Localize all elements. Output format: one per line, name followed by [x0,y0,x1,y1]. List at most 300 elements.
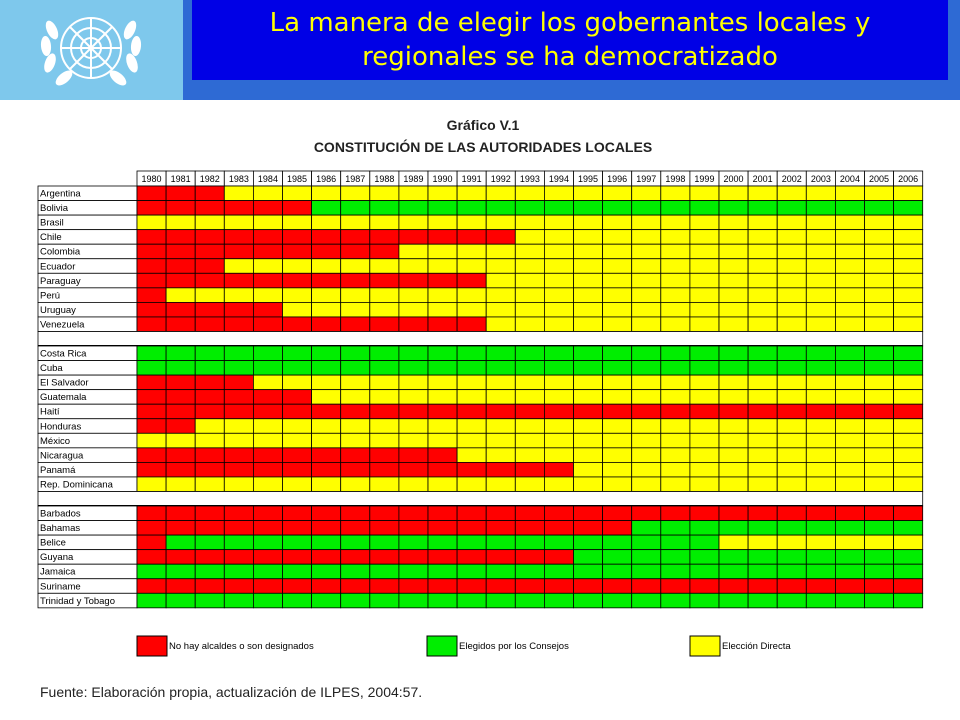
heatmap-cell [661,215,690,230]
row-label: Colombia [40,246,81,258]
heatmap-cell [457,550,486,565]
heatmap-cell [690,462,719,477]
heatmap-cell [515,244,544,259]
heatmap-cell [603,579,632,594]
heatmap-cell [341,288,370,303]
heatmap-cell [457,302,486,317]
row-label: Paraguay [40,275,81,287]
heatmap-cell [370,346,399,361]
heatmap-cell [835,215,864,230]
heatmap-cell [719,477,748,492]
heatmap-cell [777,506,806,521]
heatmap-cell [777,564,806,579]
heatmap-cell [515,419,544,434]
heatmap-cell [341,579,370,594]
heatmap-cell [690,244,719,259]
heatmap-cell [341,564,370,579]
heatmap-cell [486,390,515,405]
heatmap-cell [690,288,719,303]
heatmap-cell [603,230,632,245]
heatmap-cell [341,477,370,492]
heatmap-cell [690,346,719,361]
heatmap-cell [253,593,282,608]
heatmap-cell [894,477,923,492]
heatmap-cell [224,361,253,376]
heatmap-cell [515,404,544,419]
heatmap-cell [894,390,923,405]
heatmap-cell [544,317,573,332]
heatmap-cell [195,535,224,550]
heatmap-cell [457,259,486,274]
heatmap-cell [515,273,544,288]
legend-label: Elección Directa [722,641,791,652]
heatmap-cell [661,579,690,594]
heatmap-cell [777,390,806,405]
heatmap-cell [283,201,312,216]
row-label: Brasil [40,217,64,229]
heatmap-cell [806,375,835,390]
heatmap-cell [544,302,573,317]
heatmap-cell [370,593,399,608]
heatmap-cell [457,186,486,201]
heatmap-cell [574,302,603,317]
heatmap-cell [865,404,894,419]
heatmap-cell [544,419,573,434]
row-label: Jamaica [40,566,76,578]
heatmap-cell [632,346,661,361]
heatmap-cell [574,201,603,216]
heatmap-cell [748,462,777,477]
heatmap-cell [224,273,253,288]
heatmap-cell [428,361,457,376]
heatmap-cell [777,550,806,565]
heatmap-cell [719,259,748,274]
heatmap-cell [457,448,486,463]
heatmap-cell [894,550,923,565]
heatmap-cell [632,361,661,376]
heatmap-cell [690,390,719,405]
heatmap-cell [661,186,690,201]
heatmap-cell [283,404,312,419]
heatmap-cell [166,361,195,376]
heatmap-cell [457,579,486,594]
heatmap-cell [399,477,428,492]
heatmap-cell [341,375,370,390]
heatmap-cell [603,477,632,492]
heatmap-cell [486,564,515,579]
heatmap-cell [312,259,341,274]
row-label: Belice [40,537,66,549]
heatmap-cell [224,564,253,579]
row-label: Chile [40,232,62,244]
heatmap-cell [486,521,515,536]
column-header-1982: 1982 [199,174,220,184]
heatmap-cell [399,535,428,550]
heatmap-cell [806,579,835,594]
heatmap-cell [399,593,428,608]
heatmap-cell [224,506,253,521]
heatmap-cell [253,506,282,521]
heatmap-cell [806,317,835,332]
heatmap-cell [399,273,428,288]
heatmap-cell [748,302,777,317]
heatmap-cell [835,273,864,288]
heatmap-cell [544,535,573,550]
heatmap-cell [312,288,341,303]
heatmap-cell [253,375,282,390]
heatmap-cell [195,215,224,230]
heatmap-cell [137,186,166,201]
heatmap-cell [748,288,777,303]
heatmap-cell [835,419,864,434]
heatmap-cell [486,215,515,230]
heatmap-cell [777,448,806,463]
legend-swatch [137,636,167,656]
heatmap-cell [137,579,166,594]
heatmap-cell [312,506,341,521]
heatmap-cell [341,404,370,419]
heatmap-cell [719,361,748,376]
heatmap-cell [166,419,195,434]
heatmap-cell [894,361,923,376]
heatmap-cell [661,593,690,608]
heatmap-cell [835,186,864,201]
heatmap-cell [748,317,777,332]
row-label: Bahamas [40,523,81,535]
legend-swatch [690,636,720,656]
heatmap-cell [283,521,312,536]
heatmap-cell [690,375,719,390]
heatmap-cell [428,404,457,419]
heatmap-cell [166,186,195,201]
heatmap-cell [603,273,632,288]
heatmap-cell [777,593,806,608]
heatmap-cell [603,375,632,390]
heatmap-cell [574,390,603,405]
heatmap-cell [632,506,661,521]
heatmap-cell [253,361,282,376]
row-label: México [40,435,71,447]
heatmap-cell [661,550,690,565]
heatmap-cell [574,404,603,419]
heatmap-cell [224,346,253,361]
heatmap-cell [865,564,894,579]
heatmap-cell [894,535,923,550]
heatmap-cell [457,477,486,492]
heatmap-cell [457,593,486,608]
heatmap-cell [370,419,399,434]
heatmap-cell [486,419,515,434]
heatmap-cell [486,302,515,317]
heatmap-cell [253,579,282,594]
heatmap-cell [312,477,341,492]
heatmap-cell [806,302,835,317]
heatmap-cell [341,433,370,448]
heatmap-cell [865,506,894,521]
heatmap-cell [224,375,253,390]
heatmap-cell [515,477,544,492]
heatmap-cell [166,302,195,317]
heatmap-cell [486,433,515,448]
heatmap-cell [894,593,923,608]
heatmap-cell [690,564,719,579]
heatmap-cell [166,346,195,361]
heatmap-cell [806,259,835,274]
heatmap-cell [835,361,864,376]
heatmap-cell [661,230,690,245]
heatmap-cell [574,361,603,376]
heatmap-cell [515,302,544,317]
heatmap-cell [632,244,661,259]
row-label: Guatemala [40,392,87,404]
heatmap-cell [166,259,195,274]
heatmap-cell [486,273,515,288]
heatmap-cell [137,419,166,434]
heatmap-cell [748,419,777,434]
column-header-2001: 2001 [752,174,773,184]
heatmap-cell [748,477,777,492]
heatmap-cell [865,535,894,550]
heatmap-cell [166,550,195,565]
chart-title: Gráfico V.1 [446,117,520,133]
heatmap-cell [515,259,544,274]
heatmap-cell [195,506,224,521]
heatmap-cell [719,448,748,463]
heatmap-cell [486,375,515,390]
heatmap-cell [341,244,370,259]
heatmap-cell [835,375,864,390]
heatmap-cell [224,550,253,565]
heatmap-cell [661,317,690,332]
heatmap-cell [370,477,399,492]
row-label: Argentina [40,188,81,200]
row-label: Honduras [40,421,82,433]
heatmap-cell [835,404,864,419]
heatmap-cell [748,448,777,463]
heatmap-cell [457,535,486,550]
heatmap-cell [283,477,312,492]
heatmap-cell [865,419,894,434]
heatmap-cell [428,215,457,230]
heatmap-cell [166,375,195,390]
heatmap-cell [283,244,312,259]
heatmap-cell [574,419,603,434]
heatmap-cell [370,302,399,317]
heatmap-cell [690,433,719,448]
heatmap-cell [690,579,719,594]
heatmap-cell [719,302,748,317]
heatmap-cell [457,273,486,288]
heatmap-cell [806,564,835,579]
heatmap-cell [632,579,661,594]
heatmap-cell [224,259,253,274]
heatmap-cell [428,230,457,245]
heatmap-cell [399,390,428,405]
heatmap-cell [486,404,515,419]
heatmap-cell [312,404,341,419]
heatmap-cell [865,579,894,594]
heatmap-cell [137,201,166,216]
column-header-2003: 2003 [810,174,831,184]
heatmap-cell [428,506,457,521]
heatmap-cell [835,390,864,405]
heatmap-cell [224,419,253,434]
heatmap-cell [603,390,632,405]
heatmap-cell [370,506,399,521]
heatmap-cell [137,506,166,521]
heatmap-cell [486,462,515,477]
heatmap-cell [632,535,661,550]
heatmap-cell [428,346,457,361]
heatmap-cell [661,390,690,405]
heatmap-cell [719,550,748,565]
heatmap-cell [894,433,923,448]
heatmap-cell [544,361,573,376]
heatmap-cell [457,506,486,521]
heatmap-cell [399,521,428,536]
legend-swatch [427,636,457,656]
heatmap-cell [341,419,370,434]
heatmap-cell [399,564,428,579]
heatmap-cell [835,579,864,594]
heatmap-cell [428,433,457,448]
heatmap-cell [195,390,224,405]
heatmap-cell [865,593,894,608]
heatmap-cell [457,215,486,230]
heatmap-cell [253,346,282,361]
heatmap-cell [894,317,923,332]
heatmap-cell [894,404,923,419]
heatmap-cell [399,230,428,245]
heatmap-cell [283,579,312,594]
heatmap-cell [544,564,573,579]
column-header-1980: 1980 [141,174,162,184]
row-label: Bolivia [40,203,68,215]
heatmap-cell [574,506,603,521]
heatmap-cell [777,259,806,274]
heatmap-cell [806,535,835,550]
heatmap-cell [690,273,719,288]
heatmap-cell [283,506,312,521]
heatmap-cell [515,579,544,594]
heatmap-cell [894,215,923,230]
heatmap-cell [370,462,399,477]
heatmap-cell [661,302,690,317]
heatmap-cell [865,462,894,477]
column-header-1993: 1993 [519,174,540,184]
column-header-1985: 1985 [287,174,308,184]
heatmap-cell [894,201,923,216]
heatmap-cell [603,244,632,259]
heatmap-cell [544,448,573,463]
heatmap-cell [719,535,748,550]
heatmap-cell [777,361,806,376]
heatmap-cell [690,477,719,492]
heatmap-cell [399,448,428,463]
heatmap-cell [806,390,835,405]
heatmap-cell [835,506,864,521]
heatmap-cell [719,244,748,259]
heatmap-cell [632,521,661,536]
heatmap-cell [835,550,864,565]
heatmap-cell [253,288,282,303]
heatmap-cell [719,593,748,608]
heatmap-cell [603,550,632,565]
heatmap-cell [661,361,690,376]
heatmap-cell [748,593,777,608]
heatmap-cell [341,550,370,565]
heatmap-cell [166,564,195,579]
heatmap-cell [865,259,894,274]
heatmap-cell [370,521,399,536]
heatmap-cell [719,230,748,245]
heatmap-cell [341,462,370,477]
heatmap-cell [137,273,166,288]
heatmap-cell [544,579,573,594]
heatmap-cell [603,361,632,376]
heatmap-cell [632,186,661,201]
heatmap-cell [137,317,166,332]
heatmap-cell [574,448,603,463]
heatmap-cell [195,433,224,448]
heatmap-cell [399,579,428,594]
heatmap-cell [399,288,428,303]
heatmap-cell [224,462,253,477]
heatmap-cell [544,346,573,361]
heatmap-cell [865,273,894,288]
heatmap-cell [457,375,486,390]
heatmap-cell [486,579,515,594]
heatmap-cell [632,419,661,434]
heatmap-cell [719,506,748,521]
heatmap-cell [457,390,486,405]
heatmap-cell [777,579,806,594]
heatmap-cell [166,404,195,419]
heatmap-cell [777,288,806,303]
heatmap-cell [486,259,515,274]
heatmap-cell [399,244,428,259]
heatmap-cell [515,521,544,536]
heatmap-cell [370,215,399,230]
heatmap-cell [486,244,515,259]
heatmap-cell [137,244,166,259]
column-header-1997: 1997 [636,174,657,184]
heatmap-cell [399,259,428,274]
heatmap-cell [894,521,923,536]
heatmap-cell [661,535,690,550]
row-label: Ecuador [40,261,76,273]
heatmap-cell [835,317,864,332]
heatmap-cell [515,535,544,550]
heatmap-cell [894,244,923,259]
heatmap-cell [661,259,690,274]
heatmap-cell [341,390,370,405]
heatmap-cell [341,259,370,274]
column-header-1989: 1989 [403,174,424,184]
heatmap-cell [865,317,894,332]
heatmap-cell [312,390,341,405]
heatmap-cell [661,346,690,361]
heatmap-cell [312,535,341,550]
heatmap-cell [253,186,282,201]
heatmap-cell [166,521,195,536]
heatmap-cell [865,215,894,230]
heatmap-cell [719,521,748,536]
heatmap-cell [283,288,312,303]
heatmap-cell [894,230,923,245]
heatmap-cell [312,302,341,317]
heatmap-cell [748,186,777,201]
